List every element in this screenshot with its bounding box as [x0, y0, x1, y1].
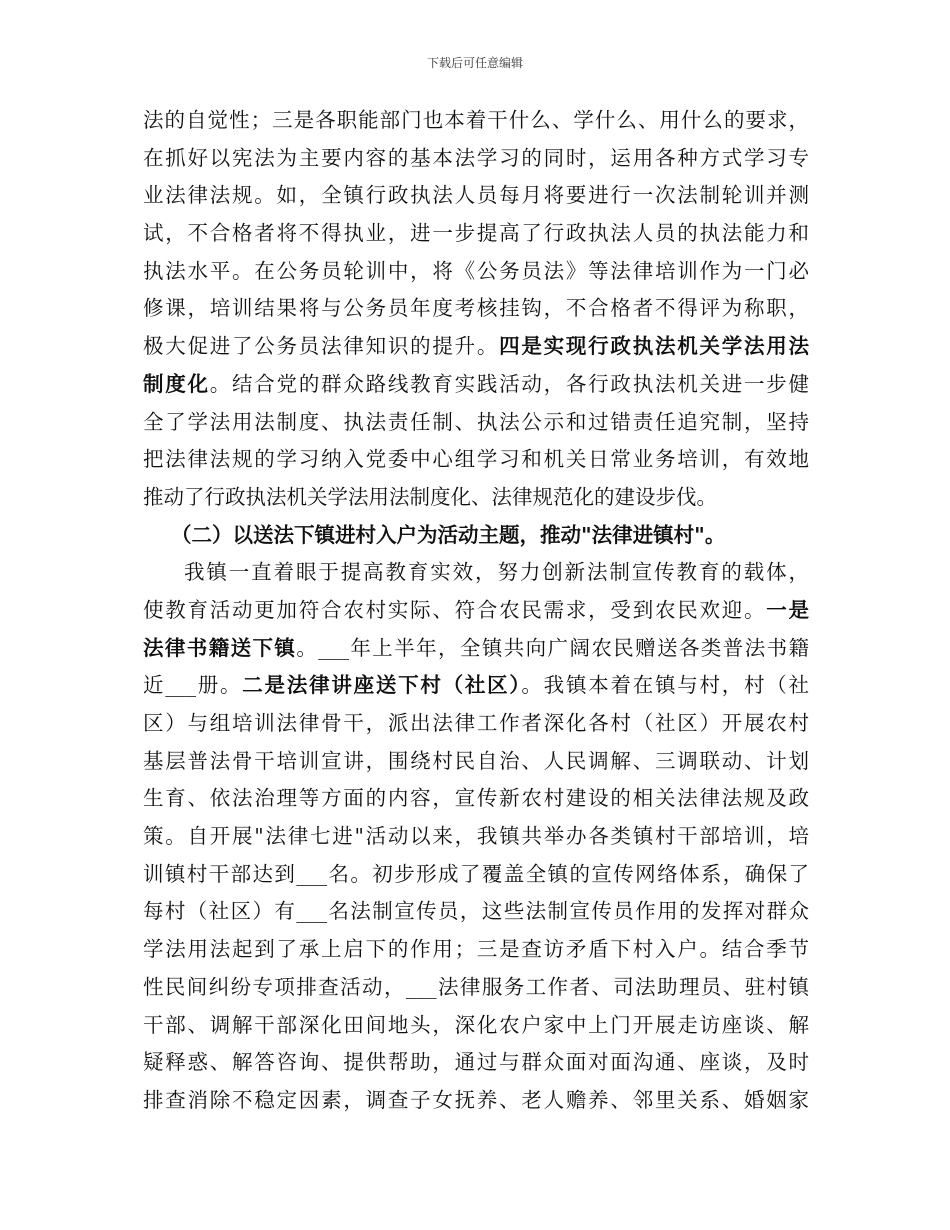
text-segment: 区）与组培训法律骨干，派出法律工作者深化各村（社区）开展农村 — [143, 711, 809, 735]
text-line — [143, 1082, 809, 1120]
text-line — [143, 592, 809, 630]
text-line — [143, 1007, 809, 1045]
text-segment: 。我镇本着在镇与村，村（社 — [521, 673, 810, 698]
text-segment: 生育、依法治理等方面的内容，宣传新农村建设的相关法律法规及政 — [143, 786, 809, 811]
text-line — [143, 215, 809, 253]
text-segment: 业法律法规。如，全镇行政执法人员每月将要进行一次法制轮训并测 — [143, 183, 809, 208]
text-line — [143, 969, 809, 1007]
text-segment: 我镇一直着眼于提高教育实效，努力创新法制宣传教育的载体， — [184, 560, 809, 585]
text-line — [143, 366, 809, 404]
text-line — [143, 441, 809, 479]
text-segment: 性民间纠纷专项排查活动，___法律服务工作者、司法助理员、驻村镇 — [143, 974, 809, 999]
text-line — [143, 818, 809, 856]
bold-text: 法律书籍送下镇 — [143, 635, 297, 660]
bold-text: 制度化 — [143, 371, 210, 396]
document-body — [143, 102, 809, 1120]
text-segment: 每村（社区）有___名法制宣传员，这些法制宣传员作用的发挥对群众 — [143, 899, 809, 924]
text-segment: 修课，培训结果将与公务员年度考核挂钩，不合格者不得评为称职， — [143, 296, 809, 321]
text-segment: 把法律法规的学习纳入党委中心组学习和机关日常业务培训，有效地 — [143, 447, 809, 472]
page-header: 下载后可任意编辑 — [426, 56, 523, 70]
bold-text: 二是法律讲座送下村（社区） — [242, 673, 522, 698]
text-line — [143, 404, 809, 442]
text-line — [143, 177, 809, 215]
text-segment: 排查消除不稳定因素，调查子女抚养、老人赡养、邻里关系、婚姻家 — [143, 1087, 809, 1112]
text-segment: 基层普法骨干培训宣讲，围绕村民自治、人民调解、三调联动、计划 — [143, 748, 809, 773]
text-segment: 执法水平。在公务员轮训中，将《公务员法》等法律培训作为一门必 — [143, 258, 809, 283]
text-segment: 策。自开展"法律七进"活动以来，我镇共举办各类镇村干部培训，培 — [143, 824, 809, 849]
text-line — [143, 554, 809, 592]
text-segment: 使教育活动更加符合农村实际、符合农民需求，受到农民欢迎。 — [143, 597, 767, 622]
text-segment: 疑释惑、解答咨询、提供帮助，通过与群众面对面沟通、座谈，及时 — [143, 1050, 809, 1075]
text-line — [143, 479, 809, 517]
bold-text: 一是 — [766, 597, 810, 622]
text-segment: 法的自觉性；三是各职能部门也本着干什么、学什么、用什么的要求， — [143, 108, 809, 132]
text-line — [143, 780, 809, 818]
text-line — [143, 630, 809, 668]
text-segment: 。___年上半年，全镇共向广阔农民赠送各类普法书籍 — [296, 635, 810, 660]
text-segment: 全了学法用法制度、执法责任制、执法公示和过错责任追究制，坚持 — [143, 409, 809, 434]
text-segment: 干部、调解干部深化田间地头，深化农户家中上门开展走访座谈、解 — [143, 1012, 809, 1037]
text-segment: 在抓好以宪法为主要内容的基本法学习的同时，运用各种方式学习专 — [143, 145, 809, 170]
text-segment: 极大促进了公务员法律知识的提升。 — [143, 334, 500, 359]
text-line — [143, 253, 809, 291]
text-segment: 推动了行政执法机关学法用法制度化、法律规范化的建设步伐。 — [143, 484, 717, 509]
bold-text: 四是实现行政执法机关学法用法 — [499, 334, 810, 359]
text-line — [143, 856, 809, 894]
section-heading — [143, 517, 809, 555]
text-segment: 试，不合格者将不得执业，进一步提高了行政执法人员的执法能力和 — [143, 221, 809, 246]
text-line — [143, 328, 809, 366]
text-line — [143, 667, 809, 705]
text-segment: 。结合党的群众路线教育实践活动，各行政执法机关进一步健 — [209, 371, 810, 396]
text-line — [143, 290, 809, 328]
text-segment: 近___册。 — [143, 673, 243, 698]
text-line — [143, 931, 809, 969]
text-segment: 训镇村干部达到___名。初步形成了覆盖全镇的宣传网络体系，确保了 — [143, 861, 809, 886]
bold-text: （二）以送法下镇进村入户为活动主题，推动"法律进镇村"。 — [171, 522, 726, 547]
text-line — [143, 102, 809, 140]
text-segment: 学法用法起到了承上启下的作用；三是查访矛盾下村入户。结合季节 — [143, 937, 809, 962]
text-line — [143, 705, 809, 743]
text-line — [143, 1044, 809, 1082]
text-line — [143, 893, 809, 931]
text-line — [143, 140, 809, 178]
text-line — [143, 743, 809, 781]
